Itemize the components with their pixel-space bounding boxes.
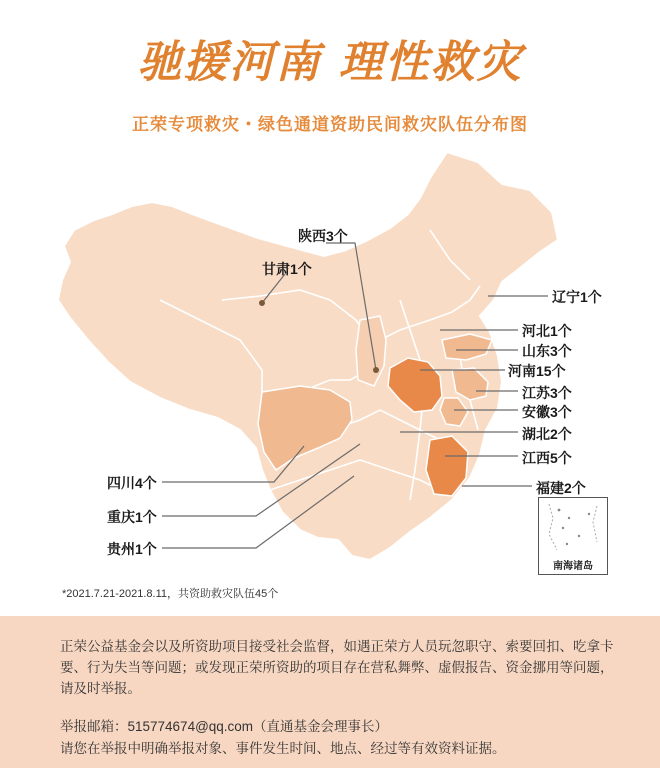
south-china-sea-islands <box>539 498 607 558</box>
label-shandong: 山东3个 <box>522 343 572 359</box>
info-panel <box>0 616 660 768</box>
label-sichuan: 四川4个 <box>107 475 157 491</box>
label-hubei: 湖北2个 <box>522 426 572 442</box>
label-fujian: 福建2个 <box>536 480 586 496</box>
label-jiangxi: 江西5个 <box>522 450 572 466</box>
south-china-sea-inset <box>538 497 608 575</box>
south-china-sea-label: 南海诸岛 <box>553 561 593 572</box>
page-subtitle: 正荣专项救灾・绿色通道资助民间救灾队伍分布图 <box>132 115 528 134</box>
label-liaoning: 辽宁1个 <box>552 289 602 305</box>
report-email: 举报邮箱：515774674@qq.com（直通基金会理事长） <box>60 719 389 734</box>
label-henan: 河南15个 <box>508 363 566 379</box>
label-shaanxi: 陕西3个 <box>298 228 348 244</box>
report-instruction: 请您在举报中明确举报对象、事件发生时间、地点、经过等有效资料证据。 <box>60 741 506 756</box>
label-jiangsu: 江苏3个 <box>522 385 572 401</box>
china-outline <box>58 152 558 560</box>
label-hebei: 河北1个 <box>522 323 572 339</box>
label-chongqing: 重庆1个 <box>107 509 157 525</box>
supervision-text: 正荣公益基金会以及所资助项目接受社会监督，如遇正荣方人员玩忽职守、索要回扣、吃拿卡要、行为失当等问题；或发现正荣所资助的项目存在营私舞弊、虚假报告、资金挪用等问题，请及时举报。 <box>60 639 614 696</box>
footnote: *2021.7.21-2021.8.11，共资助救灾队伍45个 <box>62 588 279 600</box>
label-gansu: 甘肃1个 <box>262 261 312 277</box>
label-guizhou: 贵州1个 <box>107 541 157 557</box>
label-anhui: 安徽3个 <box>522 404 572 420</box>
page-title: 驰援河南 理性救灾 <box>137 37 523 88</box>
